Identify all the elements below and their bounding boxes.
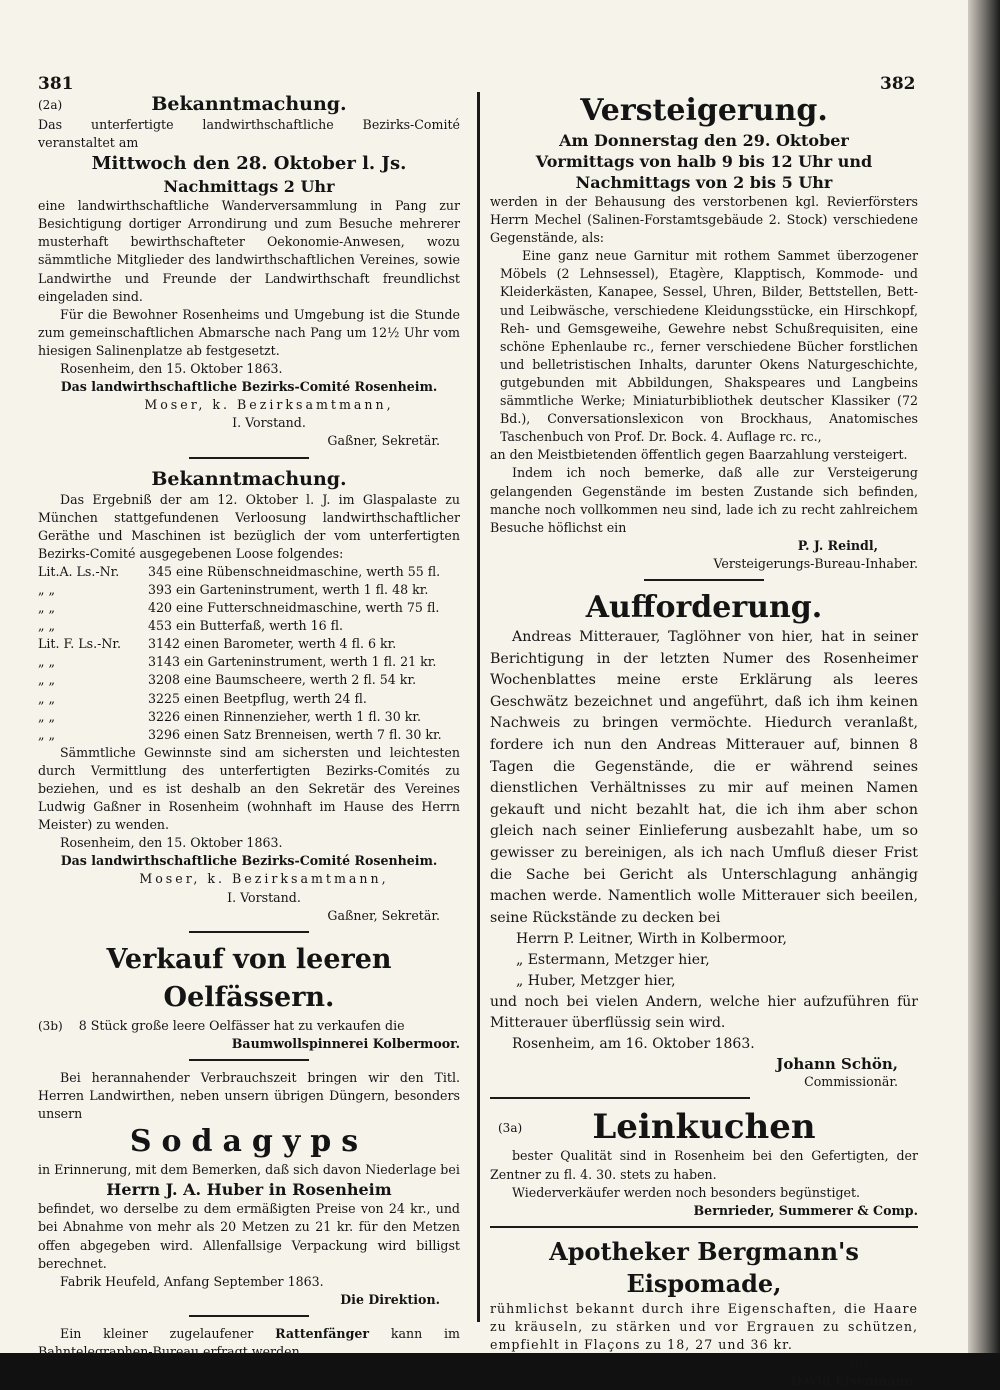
lottery-row: „ „ 393 ein Garteninstrument, werth 1 fl. 48 kr. [38, 581, 429, 597]
event-time-2: Nachmittags von 2 bis 5 Uhr [575, 173, 833, 192]
lottery-row: „ „ 3143 ein Garteninstrument, werth 1 fl. 21 kr. [38, 654, 437, 670]
announcement-body-3: Indem ich noch bemerke, daß alle zur Versteigerung gelangenden Gegenstände im besten Zustande sich befinden, manche noch vollkommen neu sind, lade ich zu recht zahlreichem Besuche höflichst ein [490, 465, 918, 535]
announcement-1 [38, 92, 460, 451]
organization: Das landwirthschaftliche Bezirks-Comité Rosenheim. [60, 379, 438, 395]
signature: P. J. Reindl, [797, 537, 878, 553]
announcement-5: Ein kleiner zugelaufener Rattenfänger kann im Bahntelegraphen-Bureau erfragt werden. [38, 1325, 461, 1359]
ad-mark: (3a) [498, 1121, 523, 1136]
demand-announcement [490, 589, 918, 1092]
signature-1-role: I. Vorstand. [227, 889, 301, 905]
lottery-row: „ „ 3225 einen Beetpflug, werth 24 fl. [38, 690, 367, 706]
lottery-row: „ „ 453 ein Butterfaß, werth 16 fl. [38, 618, 344, 634]
signature-2: Gaßner, Sekretär. [327, 907, 440, 923]
lottery-row: „ „ 420 eine Futterschneidmaschine, werth 75 fl. [38, 600, 440, 616]
page-number-left: 381 [38, 74, 74, 94]
announcement-body-2: und noch bei vielen Andern, welche hier aufzuführen für Mitterauer überflüssig sein wird. [490, 994, 918, 1032]
announcement-title: Bekanntmachung. [151, 93, 347, 115]
announcement-title: Apotheker Bergmann's Eispomade, [549, 1236, 859, 1298]
signature: Die Direktion. [340, 1291, 440, 1307]
separator-rule [189, 457, 309, 459]
announcement-2 [38, 467, 460, 925]
left-column [38, 92, 460, 1361]
separator-rule [644, 579, 764, 581]
separator-rule [189, 1059, 309, 1061]
announcement-body: werden in der Behausung des verstorbenen kgl. Revierförsters Herrn Mechel (Salinen-Forstamtsgebäude 2. Stock) verschiedene Gegenstände, als: [490, 194, 918, 246]
signature-1: Moser, k. Bezirksamtmann, [139, 871, 389, 887]
announcement-title: Bekanntmachung. [151, 467, 347, 490]
auction-announcement [490, 92, 918, 573]
lottery-row: „ „ 3226 einen Rinnenzieher, werth 1 fl. 30 kr. [38, 708, 421, 724]
creditor-item: Herrn P. Leitner, Wirth in Kolbermoor, [516, 931, 787, 948]
dealer: Herrn J. A. Huber in Rosenheim [106, 1180, 392, 1200]
announcement-intro: Bei herannahender Verbrauchszeit bringen wir den Titl. Herren Landwirthen, neben unsern übrigen Düngern, besonders unsern [38, 1069, 460, 1122]
announcement-body-2: Wiederverkäufer werden noch besonders begünstiget. [512, 1184, 861, 1200]
announcement-body: in Erinnerung, mit dem Bemerken, daß sich davon Niederlage bei [38, 1162, 460, 1178]
lottery-list [38, 563, 460, 744]
event-time: Nachmittags 2 Uhr [163, 177, 335, 197]
page-edge [968, 0, 1000, 1353]
signature: Bernrieder, Summerer & Comp. [693, 1202, 918, 1218]
place-date: Fabrik Heufeld, Anfang September 1863. [60, 1273, 324, 1289]
signature-1-role: I. Vorstand. [232, 415, 306, 431]
oilcake-announcement [490, 1107, 918, 1219]
announcement-body: 8 Stück große leere Oelfässer hat zu verkaufen die [78, 1017, 405, 1033]
ad-mark: (3b) [38, 1018, 63, 1033]
item-list: Eine ganz neue Garnitur mit rothem Sammet überzogener Möbels (2 Lehnsessel), Etagère, Klapptisch, Kommode- und Kleiderkästen, Kanapee, Sessel, Uhren, Bilder, Bettstellen, Bett- und Leibwäsche, verschiedene Kleidungsstücke, ein Hirschkopf, Reh- und Gemsgeweihe, Gewehre nebst Schußrequisiten, eine schöne Ephenlaube rc., ferner verschiedene Bücher forstlichen und belletristischen Inhalts, darunter Okens Naturgeschichte, gutgebunden mit Abbildungen, Shakspeares und Langbeins sämmtliche Werke; Miniaturbibliothek deutscher Klassiker (72 Bd.), Conversationslexicon von Brockhaus, Anatomisches Taschenbuch von Prof. Dr. Bock. 4. Auflage rc. rc., [500, 248, 918, 445]
right-column [490, 92, 918, 1390]
announcement-body: Das Ergebniß der am 12. Oktober l. J. im Glaspalaste zu München stattgefundenen Verloosung landwirthschaftlicher Geräthe und Maschinen ist bezüglich der vom unterfertigten Bezirks-Comité ausgegebenen Loose folgendes: [38, 491, 460, 561]
lottery-row: Lit. F. Ls.-Nr. 3142 einen Barometer, werth 4 fl. 6 kr. [38, 636, 397, 652]
announcement-body-2: an den Meistbietenden öffentlich gegen Baarzahlung versteigert. [490, 447, 908, 463]
seller: Baumwollspinnerei Kolbermoor. [231, 1035, 460, 1051]
creditor-item: „ Estermann, Metzger hier, [516, 952, 710, 969]
lottery-row: „ „ 3208 eine Baumscheere, werth 2 fl. 54 kr. [38, 672, 417, 688]
announcement-3 [38, 941, 460, 1053]
separator-rule [189, 931, 309, 933]
announcement-body-2: Für die Bewohner Rosenheims und Umgebung ist die Stunde zum gemeinschaftlichen Abmarsche nach Pang um 12½ Uhr vom hiesigen Salinenplatze ab festgesetzt. [38, 306, 460, 358]
announcement-title: Leinkuchen [592, 1107, 816, 1148]
event-time-1: Vormittags von halb 9 bis 12 Uhr und [535, 152, 873, 171]
pomade-announcement [490, 1236, 918, 1390]
announcement-title: Versteigerung. [580, 93, 828, 128]
signature-role: Commissionär. [804, 1074, 898, 1090]
column-divider [477, 92, 480, 1322]
signature-2: Gaßner, Sekretär. [327, 433, 440, 449]
page-number-right: 382 [880, 74, 916, 94]
announcement-body: Andreas Mitterauer, Taglöhner von hier, hat in seiner Berichtigung in der letzten Numer des Rosenheimer Wochenblattes meine erste Erklärung als leeres Geschwätz bezeichnet und angeführt, daß ich ihm keinen Nachweis zu bringen vermöchte. Hiedurch veranlaßt, fordere ich nun den Andreas Mitterauer auf, binnen 8 Tagen die Gegenstände, die er während seines dienstlichen Verhältnisses zu mir auf meinen Namen gekauft und nicht bezahlt hat, die ich ihm aber schon gleich nach seiner Einlieferung ausbezahlt habe, um so gewisser zu bereinigen, als ich nach Umfluß dieser Frist die Sache bei Gericht als Unterschlagung anhängig machen werde. Namentlich wolle Mitterauer sich beeilen, seine Rückstände zu decken bei [490, 628, 918, 926]
announcement-title: Aufforderung. [585, 589, 823, 625]
lottery-row: „ „ 3296 einen Satz Brenneisen, werth 7 fl. 30 kr. [38, 726, 442, 742]
ad-mark: (2a) [38, 98, 63, 112]
place-date: Rosenheim, den 15. Oktober 1863. [60, 361, 283, 377]
lottery-row: Lit.A. Ls.-Nr. 345 eine Rübenschneidmaschine, werth 55 fl. [38, 563, 441, 579]
announcement-intro: Das unterfertigte landwirthschaftliche Bezirks-Comité veranstaltet am [38, 117, 460, 151]
signature-1: Moser, k. Bezirksamtmann, [144, 397, 394, 413]
announcement-body: rühmlichst bekannt durch ihre Eigenschaften, die Haare zu kräuseln, zu stärken und vor Ergrauen zu schützen, empfiehlt in Flaçons zu 18, 27 und 36 kr. [490, 1300, 918, 1353]
announcement-body-2: Sämmtliche Gewinnste sind am sichersten und leichtesten durch Vermittlung des unterfertigten Bezirks-Comités zu beziehen, und es ist deshalb an den Sekretär des Vereines Ludwig Gaßner in Rosenheim (wohnhaft im Hause des Herrn Meister) zu wenden. [38, 744, 460, 833]
signature-role: Versteigerungs-Bureau-Inhaber. [713, 555, 918, 571]
announcement-body-2: befindet, wo derselbe zu dem ermäßigten Preise von 24 kr., und bei Abnahme von mehr als 20 Metzen zu 21 kr. für den Metzen offen abgegeben wird. Allenfallsige Verpackung wird billigst berechnet. [38, 1201, 460, 1271]
product-name: Sodagyps [129, 1124, 369, 1160]
place-date: Rosenheim, am 16. Oktober 1863. [512, 1036, 755, 1053]
event-date: Mittwoch den 28. Oktober l. Js. [91, 153, 407, 175]
organization: Das landwirthschaftliche Bezirks-Comité Rosenheim. [60, 853, 438, 869]
separator-rule [189, 1315, 309, 1317]
announcement-body: eine landwirthschaftliche Wanderversammlung in Pang zur Besichtigung dortiger Arrondirung und zum Besuche mehrerer musterhaft bewirthschafteter Oekonomie-Anwesen, wozu sämmtliche Mitglieder des landwirthschaftlichen Vereines, sowie Landwirthe und Freunde der Landwirthschaft freundlichst eingeladen sind. [38, 198, 460, 304]
place-date: Rosenheim, den 15. Oktober 1863. [60, 835, 283, 851]
creditor-list [490, 929, 918, 992]
creditor-item: „ Huber, Metzger hier, [516, 973, 676, 990]
separator-rule [490, 1226, 918, 1228]
announcement-body: bester Qualität sind in Rosenheim bei den Gefertigten, der Zentner zu fl. 4. 30. stets zu haben. [490, 1148, 918, 1182]
signature: Johann Schön, [776, 1055, 898, 1074]
separator-rule [490, 1097, 750, 1099]
announcement-title: Verkauf von leeren Oelfässern. [106, 943, 392, 1013]
signature: David Eisenmann. [790, 1373, 918, 1389]
ad-mark: (b) [850, 1355, 868, 1371]
announcement-4 [38, 1069, 460, 1309]
event-date: Am Donnerstag den 29. Oktober [559, 131, 849, 150]
highlight-word: Rattenfänger [275, 1325, 370, 1341]
